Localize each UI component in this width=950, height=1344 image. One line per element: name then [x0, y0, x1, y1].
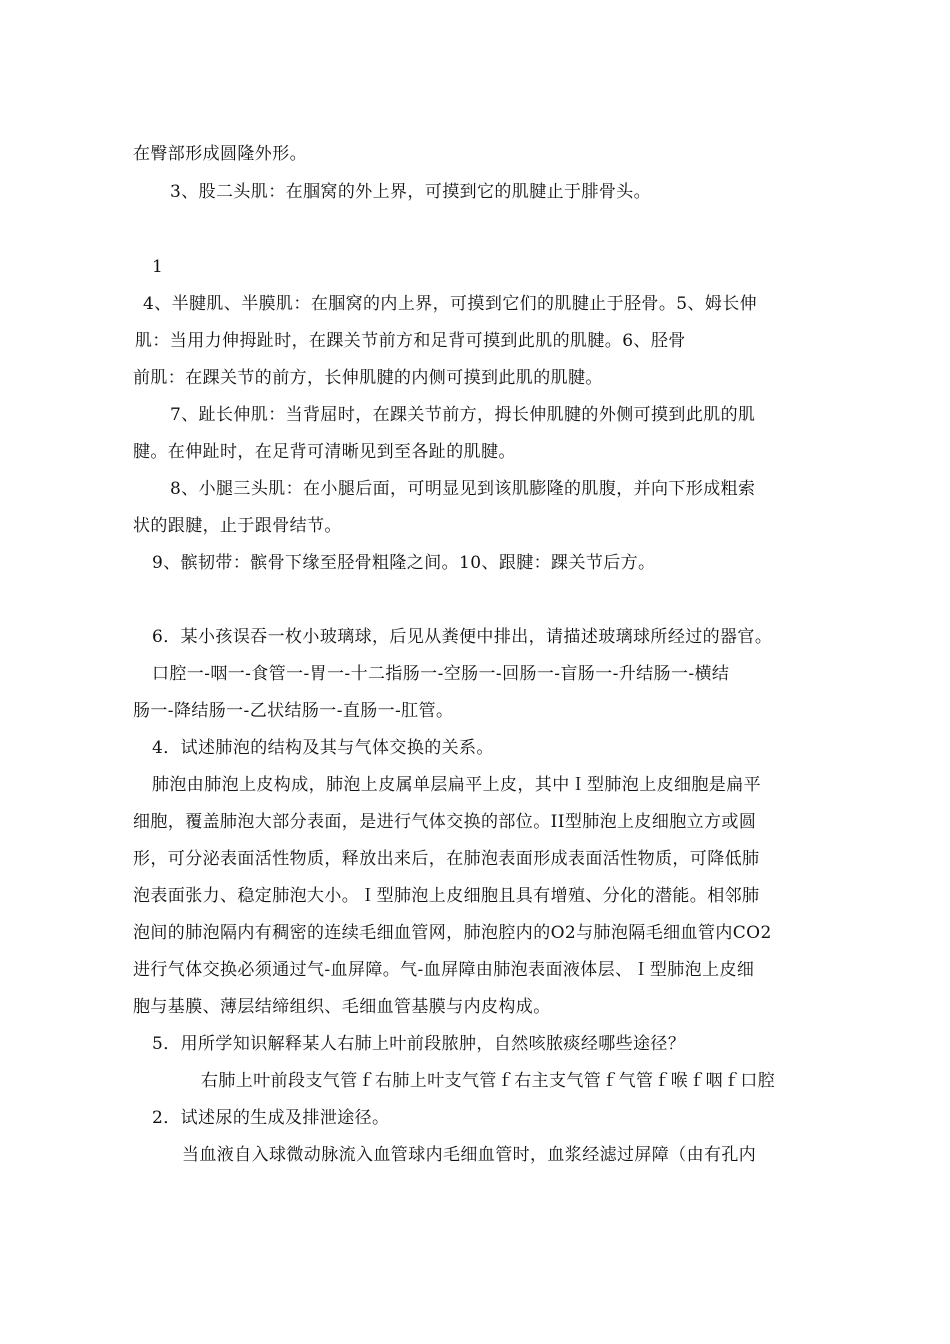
- question-heading: 2．试述尿的生成及排泄途径。: [152, 1108, 390, 1128]
- question-heading: 5．用所学知识解释某人右肺上叶前段脓肿，自然咳脓痰经哪些途径？: [152, 1034, 686, 1054]
- text-line: 胞与基膜、薄层结缔组织、毛细血管基膜与内皮构成。: [133, 997, 551, 1017]
- text-line: 右肺上叶前段支气管ｆ右肺上叶支气管ｆ右主支气管ｆ气管ｆ喉ｆ咽ｆ口腔: [201, 1071, 776, 1091]
- text-line: 当血液自入球微动脉流入血管球内毛细血管时，血浆经滤过屏障（由有孔内: [182, 1145, 757, 1165]
- text-line: 肠一-降结肠一-乙状结肠一-直肠一-肛管。: [133, 701, 454, 721]
- text-line: 9、髌韧带：髌骨下缘至胫骨粗隆之间。10、跟腱：踝关节后方。: [152, 553, 656, 573]
- text-line: 泡表面张力、稳定肺泡大小。Ｉ型肺泡上皮细胞且具有增殖、分化的潜能。相邻肺: [133, 886, 760, 906]
- question-heading: 4．试述肺泡的结构及其与气体交换的关系。: [152, 738, 494, 758]
- text-line: 3、股二头肌：在腘窝的外上界，可摸到它的肌腱止于腓骨头。: [170, 182, 652, 202]
- question-heading: 6．某小孩误吞一枚小玻璃球，后见从粪便中排出，请描述玻璃球所经过的器官。: [152, 627, 773, 647]
- text-line: 形，可分泌表面活性物质，释放出来后，在肺泡表面形成表面活性物质，可降低肺: [133, 849, 760, 869]
- text-line: 肌：当用力伸拇趾时，在踝关节前方和足背可摸到此肌的肌腱。6、胫骨: [135, 331, 686, 351]
- text-line: 8、小腿三头肌：在小腿后面，可明显见到该肌膨隆的肌腹，并向下形成粗索: [170, 479, 756, 499]
- page-number: 1: [152, 257, 164, 277]
- text-line: 7、趾长伸肌：当背屈时，在踝关节前方，拇长伸肌腱的外侧可摸到此肌的肌: [170, 405, 756, 425]
- text-line: 4、半腱肌、半膜肌：在腘窝的内上界，可摸到它们的肌腱止于胫骨。5、姆长伸: [143, 294, 758, 314]
- text-line: 肺泡由肺泡上皮构成，肺泡上皮属单层扁平上皮，其中Ｉ型肺泡上皮细胞是扁平: [152, 775, 761, 795]
- text-line: 泡间的肺泡隔内有稠密的连续毛细血管网，肺泡腔内的O2与肺泡隔毛细血管内CO2: [133, 923, 772, 943]
- text-line: 口腔一-咽一-食管一-胃一-十二指肠一-空肠一-回肠一-盲肠一-升结肠一-横结: [152, 664, 730, 684]
- text-line: 进行气体交换必须通过气-血屏障。气-血屏障由肺泡表面液体层、Ｉ型肺泡上皮细: [133, 960, 755, 980]
- text-line: 腱。在伸趾时，在足背可清晰见到至各趾的肌腱。: [133, 442, 516, 462]
- text-line: 状的跟腱，止于跟骨结节。: [133, 516, 342, 536]
- text-line: 在臀部形成圆隆外形。: [133, 144, 307, 164]
- text-line: 前肌：在踝关节的前方，长伸肌腱的内侧可摸到此肌的肌腱。: [133, 368, 603, 388]
- text-line: 细胞，覆盖肺泡大部分表面，是进行气体交换的部位。II型肺泡上皮细胞立方或圆: [133, 812, 757, 832]
